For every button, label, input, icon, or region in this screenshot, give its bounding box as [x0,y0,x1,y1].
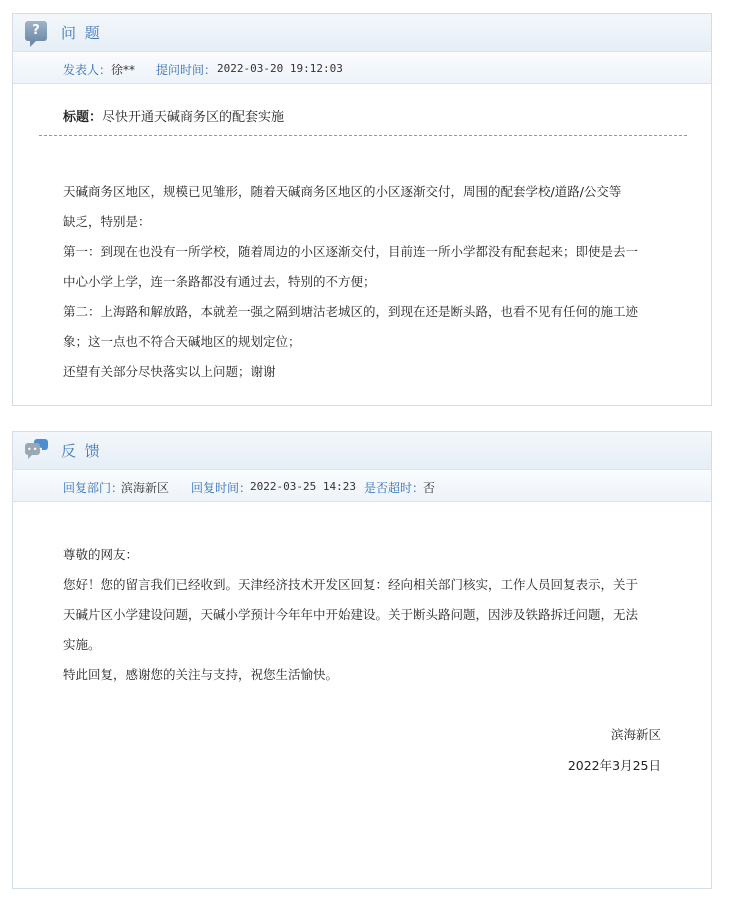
question-body-line: 第二：上海路和解放路，本就差一强之隔到塘沽老城区的，到现在还是断头路，也看不见有任何的施工迹 [63,304,639,319]
feedback-body-line: 天碱片区小学建设问题，天碱小学预计今年年中开始建设。关于断头路问题，因涉及铁路拆迁问题，无法 [63,607,639,622]
question-meta-bar [13,52,711,84]
feedback-body-line: 您好！您的留言我们已经收到。天津经济技术开发区回复：经向相关部门核实，工作人员回复表示，关于 [63,577,639,592]
subject-value: 尽快开通天碱商务区的配套实施 [102,110,285,125]
feedback-body [63,540,638,690]
question-subject [63,106,284,125]
reply-dept-label: 回复部门： [63,481,124,495]
question-body-line: 天碱商务区地区，规模已见雏形，随着天碱商务区地区的小区逐渐交付，周围的配套学校/道路/公交等 [63,184,622,199]
question-body-line: 象；这一点也不符合天碱地区的规划定位； [63,334,301,349]
subject-label: 标题： [63,110,103,125]
question-panel [12,13,712,406]
reply-time-value: 2022-03-25 14:23 [250,480,356,493]
overdue-value: 否 [423,481,436,495]
feedback-header [13,432,711,470]
question-body-line: 还望有关部分尽快落实以上问题；谢谢 [63,364,276,379]
reply-dept-value: 滨海新区 [121,481,170,495]
question-body [63,177,638,387]
feedback-body-line: 实施。 [63,637,101,652]
question-header [13,14,711,52]
question-body-line: 缺乏，特别是： [63,214,151,229]
ask-time-label: 提问时间： [156,63,217,77]
poster-label: 发表人： [63,63,112,77]
question-header-title: 问 题 [61,24,102,42]
chat-bubbles-icon: ••• [25,439,49,461]
feedback-body-line: 特此回复，感谢您的关注与支持，祝您生活愉快。 [63,667,339,682]
question-mark-icon: ? [25,21,47,41]
question-body-line: 第一：到现在也没有一所学校，随着周边的小区逐渐交付，目前连一所小学都没有配套起来；即使是去一 [63,244,639,259]
poster-value: 徐** [111,63,136,77]
dashed-divider [39,135,687,136]
ask-time-value: 2022-03-20 19:12:03 [217,62,343,75]
overdue-label: 是否超时： [364,481,425,495]
feedback-signature: 滨海新区 [610,727,661,742]
question-body-line: 中心小学上学，连一条路都没有通过去，特别的不方便； [63,274,376,289]
feedback-header-title: 反 馈 [61,442,102,460]
feedback-meta-bar [13,470,711,502]
feedback-body-line: 尊敬的网友： [63,547,139,562]
reply-time-label: 回复时间： [191,481,252,495]
feedback-date: 2022年3月25日 [567,758,661,773]
feedback-panel [12,431,712,889]
